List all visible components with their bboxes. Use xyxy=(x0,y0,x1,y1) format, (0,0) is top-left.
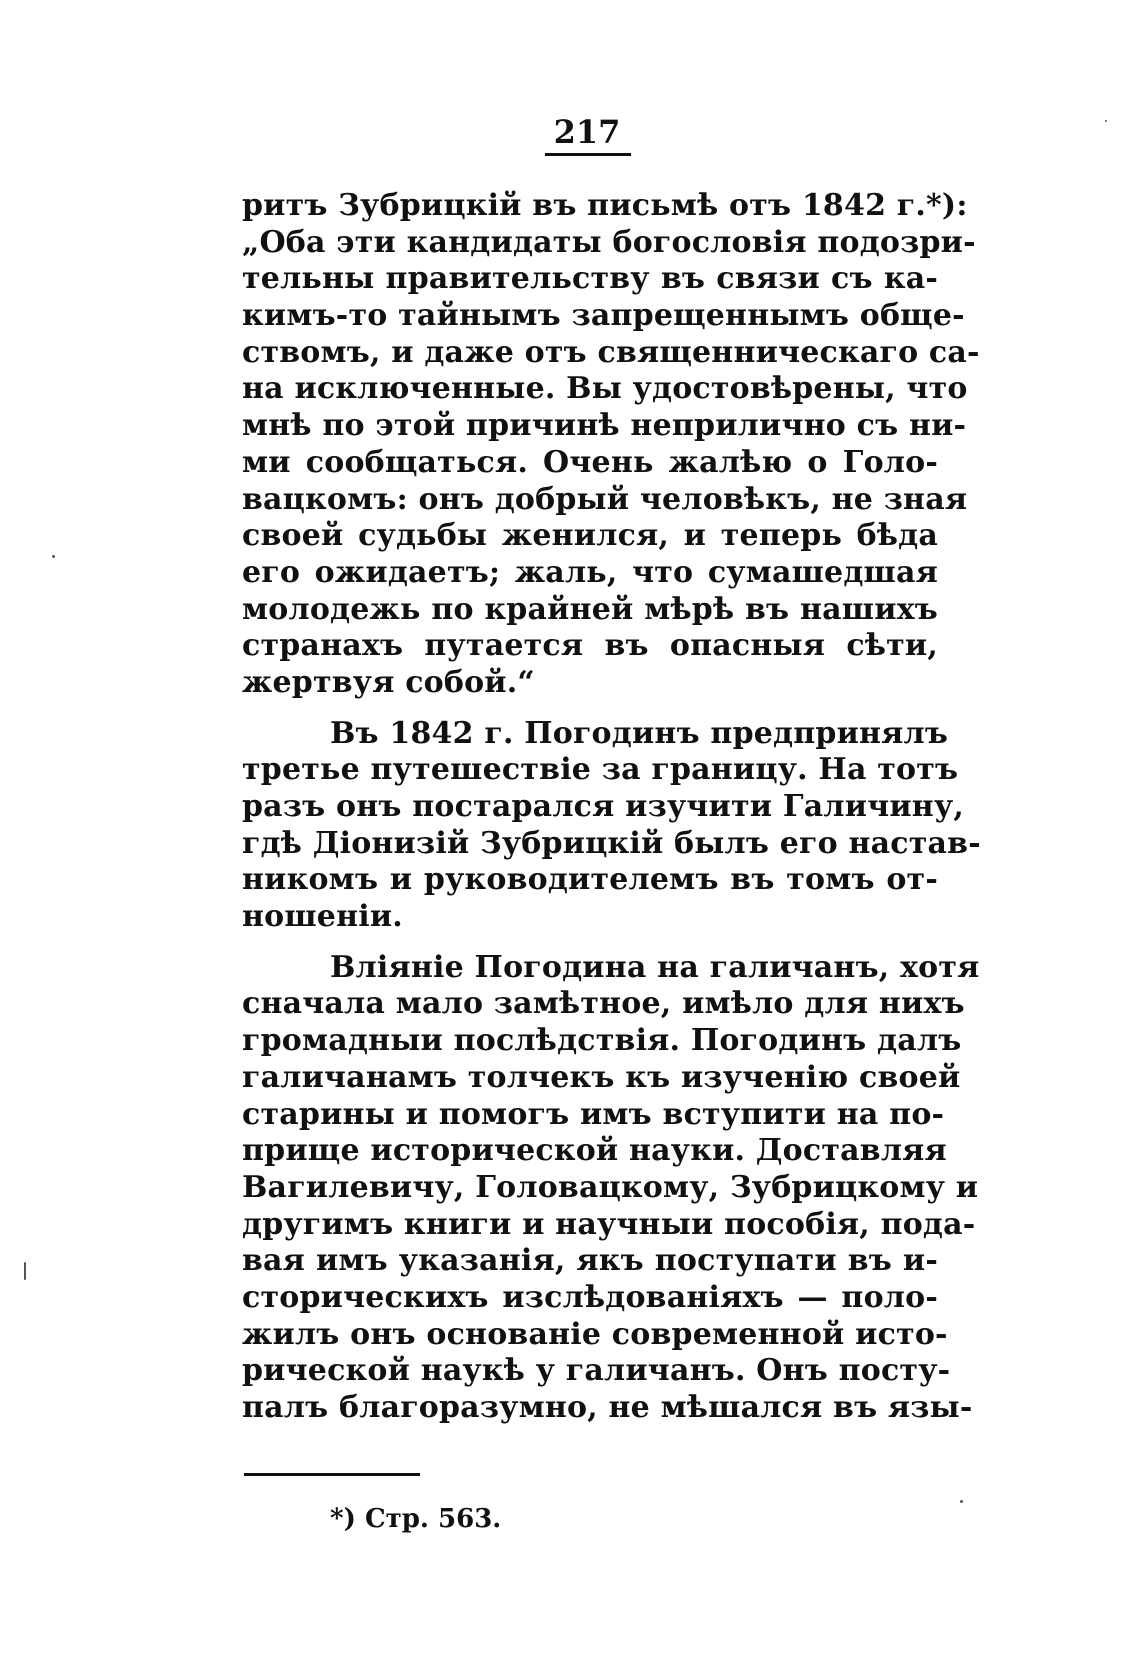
paragraph xyxy=(242,949,980,1427)
text-line: жертвуя собой.“ xyxy=(242,664,535,700)
text-line: молодежь по крайней мѣрѣ въ нашихъ xyxy=(242,591,938,627)
scan-speck xyxy=(52,555,55,558)
paragraph-gap xyxy=(242,936,938,950)
text-line: галичанамъ толчекъ къ изученію своей xyxy=(242,1059,961,1095)
text-line: сначала мало замѣтное, имѣло для нихъ xyxy=(242,986,965,1022)
text-line: третье путешествіе за границу. На тотъ xyxy=(242,752,959,788)
text-line: палъ благоразумно, не мѣшался въ язы- xyxy=(242,1390,973,1425)
text-line: прище исторической науки. Доставляя xyxy=(242,1133,947,1169)
text-line: вацкомъ: онъ добрый человѣкъ, не зная xyxy=(242,481,968,517)
text-line: кимъ-то тайнымъ запрещеннымъ обще- xyxy=(242,298,965,334)
footnote: *) Стр. 563. xyxy=(330,1504,502,1534)
text-line: ствомъ, и даже отъ священническаго са- xyxy=(242,334,980,370)
text-line: его ожидаетъ; жаль, что сумашедшая xyxy=(242,554,938,590)
page-number: 217 xyxy=(553,113,621,151)
text-line: Вліяніе Погодина на галичанъ, хотя xyxy=(330,949,980,985)
text-line: странахъ путается въ опасныя сѣти, xyxy=(242,628,938,664)
paragraph xyxy=(242,715,981,936)
text-line: рической наукѣ у галичанъ. Онъ посту- xyxy=(242,1353,951,1389)
text-line: разъ онъ постарался изучити Галичину, xyxy=(242,789,965,824)
text-line: сторическихъ изслѣдованіяхъ — поло- xyxy=(242,1279,938,1315)
text-line: Въ 1842 г. Погодинъ предпринялъ xyxy=(330,715,949,751)
text-line: Вагилевичу, Головацкому, Зубрицкому и xyxy=(242,1169,979,1205)
text-line: „Оба эти кандидаты богословія подозри- xyxy=(242,224,976,260)
text-line: на исключенные. Вы удостовѣрены, что xyxy=(242,371,968,407)
text-line: ритъ Зубрицкій въ письмѣ отъ 1842 г.*): xyxy=(242,188,968,223)
text-line: вая имъ указанія, якъ поступати въ и- xyxy=(242,1243,938,1279)
page-number-underline xyxy=(545,153,631,156)
scan-speck xyxy=(1105,120,1107,122)
scan-speck xyxy=(960,1500,963,1503)
text-line: гдѣ Діонизій Зубрицкій былъ его настав- xyxy=(242,825,981,861)
text-line: другимъ книги и научныи пособія, пода- xyxy=(242,1206,976,1242)
text-line: ношеніи. xyxy=(242,899,403,935)
footnote-separator xyxy=(244,1473,420,1476)
text-line: громадныи послѣдствія. Погодинъ далъ xyxy=(242,1023,962,1059)
scan-speck xyxy=(24,1262,26,1280)
text-line: ми сообщаться. Очень жалѣю о Голо- xyxy=(242,444,938,480)
text-line: мнѣ по этой причинѣ неприлично съ ни- xyxy=(242,408,967,444)
body-text xyxy=(242,188,981,1427)
text-line: своей судьбы женился, и теперь бѣда xyxy=(242,518,938,554)
text-line: старины и помогъ имъ вступити на по- xyxy=(242,1096,945,1132)
text-line: жилъ онъ основаніе современной исто- xyxy=(242,1316,948,1352)
text-line: никомъ и руководителемъ въ томъ от- xyxy=(242,862,938,898)
text-line: тельны правительству въ связи съ ка- xyxy=(242,261,938,297)
paragraph-gap xyxy=(242,702,938,716)
paragraph xyxy=(242,188,980,702)
